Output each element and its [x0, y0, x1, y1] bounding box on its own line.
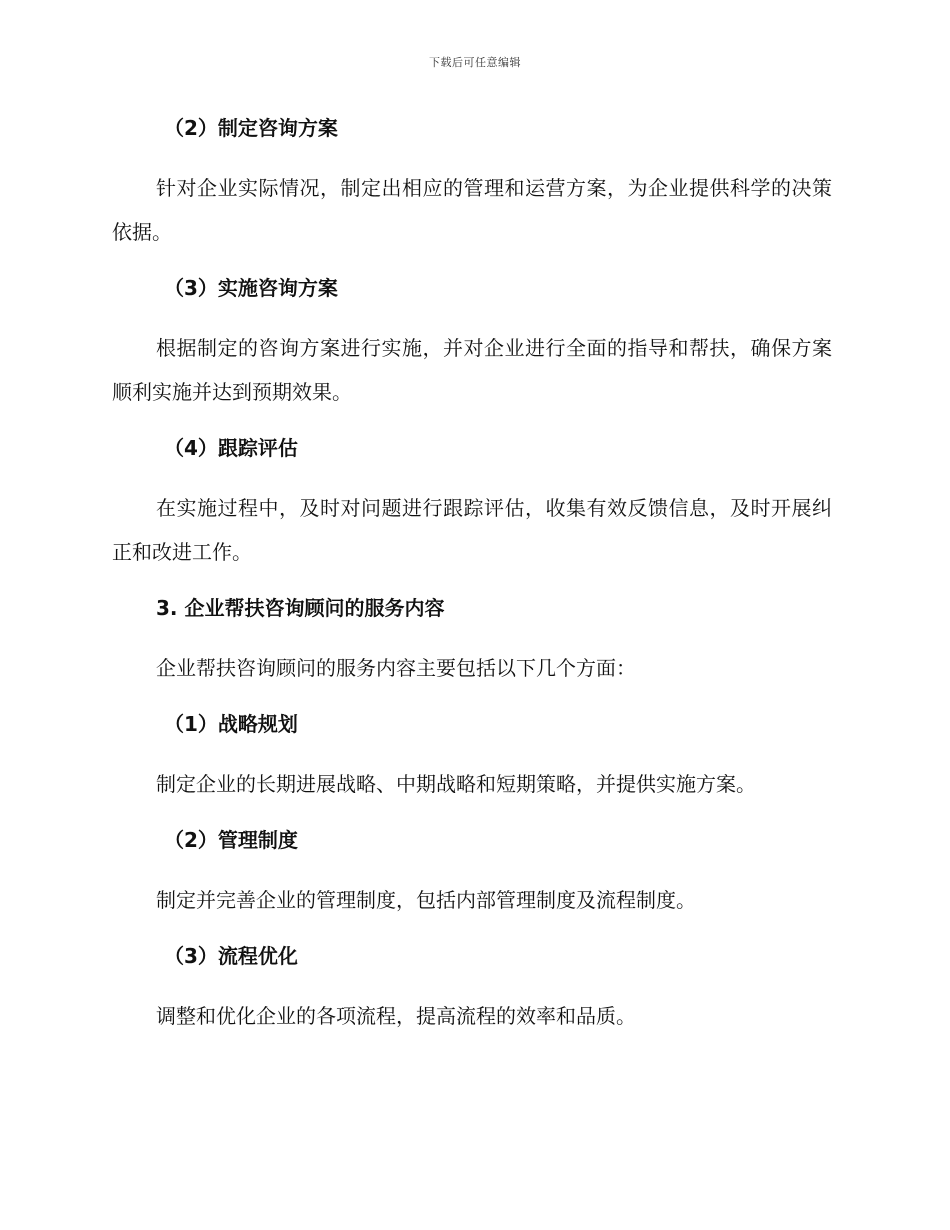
page-header: 下载后可任意编辑: [429, 56, 521, 69]
subheading-make-plan: （2）制定咨询方案: [164, 116, 338, 140]
paragraph-process-optimization: 调整和优化企业的各项流程，提高流程的效率和品质。: [156, 1004, 636, 1028]
paragraph-tracking: 在实施过程中，及时对问题进行跟踪评估，收集有效反馈信息，及时开展纠正和改进工作。: [112, 496, 832, 564]
paragraph-service-intro: 企业帮扶咨询顾问的服务内容主要包括以下几个方面：: [156, 656, 636, 680]
paragraph-strategy: 制定企业的长期进展战略、中期战略和短期策略，并提供实施方案。: [156, 772, 756, 796]
document-body: [112, 112, 832, 1038]
section-heading-service-content: 3. 企业帮扶咨询顾问的服务内容: [156, 596, 445, 620]
paragraph-management-system: 制定并完善企业的管理制度，包括内部管理制度及流程制度。: [156, 888, 696, 912]
paragraph-make-plan: 针对企业实际情况，制定出相应的管理和运营方案，为企业提供科学的决策依据。: [112, 176, 832, 244]
subheading-tracking: （4）跟踪评估: [164, 436, 298, 460]
subheading-management-system: （2）管理制度: [164, 828, 298, 852]
subheading-strategy: （1）战略规划: [164, 712, 298, 736]
paragraph-implement-plan: 根据制定的咨询方案进行实施，并对企业进行全面的指导和帮扶，确保方案顺利实施并达到预期效果。: [112, 336, 832, 404]
subheading-implement-plan: （3）实施咨询方案: [164, 276, 338, 300]
subheading-process-optimization: （3）流程优化: [164, 944, 298, 968]
